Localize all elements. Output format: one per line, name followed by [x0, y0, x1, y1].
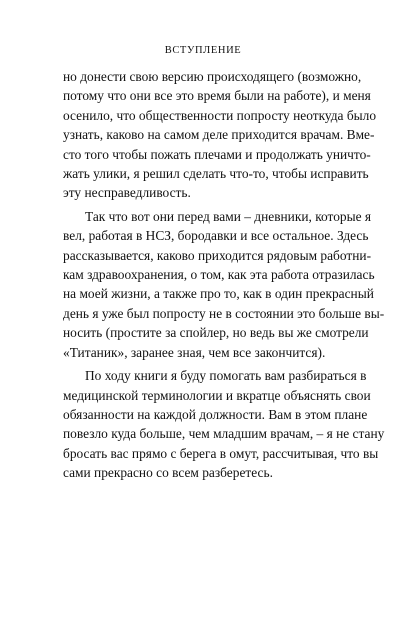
text-line: но донести свою версию происходящего (возможно,	[63, 69, 362, 84]
text-line: «Титаник», заранее зная, чем все закончится).	[63, 344, 326, 360]
text-line: кам здравоохранения, о том, как эта работа отразилась	[63, 267, 375, 283]
text-line: сами прекрасно со всем разберетесь.	[63, 465, 273, 481]
text-line: медицинской терминологии и вкратце объяснять свои	[63, 387, 371, 403]
text-line: повезло куда больше, чем младшим врачам, – я не стану	[63, 426, 385, 442]
paragraph-2	[63, 207, 385, 362]
text-line: бросать вас прямо с берега в омут, рассчитывая, что вы	[63, 445, 379, 461]
paragraph-3	[63, 366, 385, 482]
body-text	[63, 67, 385, 483]
text-line: вел, работая в НСЗ, бородавки и все остальное. Здесь	[63, 228, 369, 244]
text-line: носить (простите за спойлер, но ведь вы же смотрели	[63, 325, 369, 341]
text-line: узнать, каково на самом деле приходится врачам. Вме-	[63, 127, 375, 143]
text-line: По ходу книги я буду помогать вам разбираться в	[85, 368, 367, 384]
text-line: Так что вот они перед вами – дневники, которые я	[85, 208, 372, 224]
text-line: осенило, что общественности попросту неоткуда было	[63, 107, 377, 123]
text-line: жать улики, я решил сделать что-то, чтобы исправить	[63, 166, 369, 182]
text-line: сто того чтобы пожать плечами и продолжать уничто-	[63, 146, 371, 162]
running-header: ВСТУПЛЕНИЕ	[164, 45, 242, 56]
text-line: на моей жизни, а также про то, как в один прекрасный	[63, 286, 374, 302]
text-line: день я уже был попросту не в состоянии это больше вы-	[63, 305, 385, 321]
text-line: обязанности на каждой должности. Вам в этом плане	[63, 406, 368, 422]
text-line: эту несправедливость.	[63, 185, 191, 201]
paragraph-1	[63, 67, 377, 203]
text-line: рассказывается, каково приходится рядовым работни-	[63, 247, 372, 263]
text-line: потому что они все это время были на работе), и меня	[63, 88, 371, 104]
